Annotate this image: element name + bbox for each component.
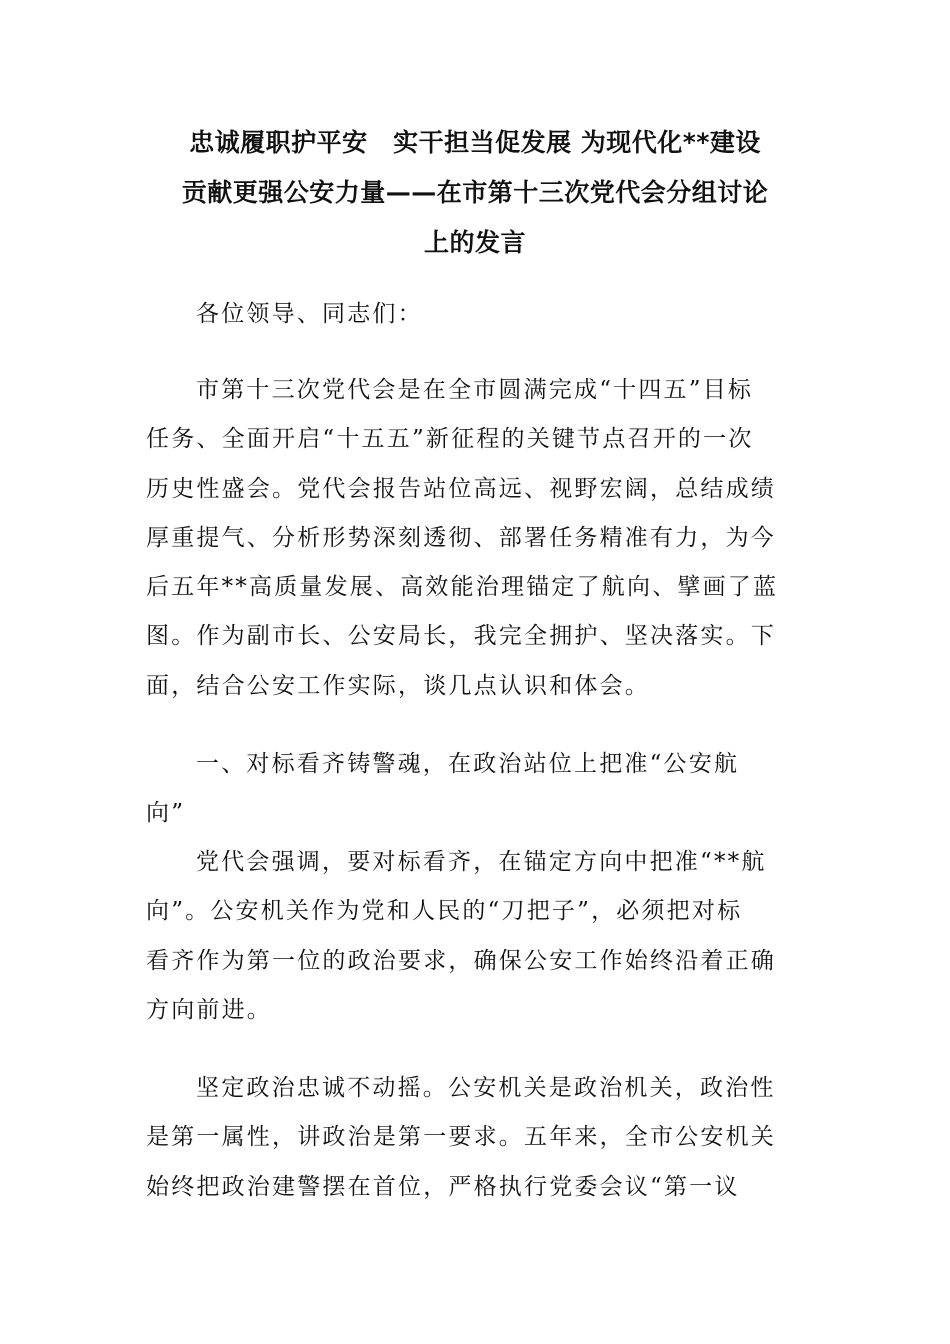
text-line: 始终把政治建警摆在首位，严格执行党委会议“第一议 [146,1173,740,1200]
salutation [146,290,796,339]
text-line: 是第一属性，讲政治是第一要求。五年来，全市公安机关 [146,1124,776,1151]
text-line: 各位领导、同志们： [196,301,423,327]
text-line: 一、对标看齐铸警魂，在政治站位上把准“公安航 [196,751,740,777]
document-title [140,118,810,268]
section-heading-1 [146,740,796,839]
text-line: 向” [146,800,186,827]
paragraph-section-1 [146,838,796,1035]
text-line: 后五年**高质量发展、高效能治理锚定了航向、擘画了蓝 [146,574,779,601]
text-line: 图。作为副市长、公安局长，我完全拥护、坚决落实。下 [146,623,776,650]
paragraph-political-loyalty [146,1064,796,1212]
text-line: 任务、全面开启“十五五”新征程的关键节点召开的一次 [146,426,754,453]
text-line: 历史性盛会。党代会报告站位高远、视野宏阔，总结成绩 [146,475,776,502]
title-line: 忠诚履职护平安 实干担当促发展 为现代化**建设 [189,128,761,157]
title-line: 贡献更强公安力量——在市第十三次党代会分组讨论 [181,178,769,207]
text-line: 市第十三次党代会是在全市圆满完成“十四五”目标 [196,377,754,403]
text-line: 坚定政治忠诚不动摇。公安机关是政治机关，政治性 [196,1075,776,1101]
text-line: 面，结合公安工作实际，谈几点认识和体会。 [146,672,650,699]
text-line: 方向前进。 [146,996,272,1023]
paragraph-intro [146,366,796,711]
title-line: 上的发言 [423,228,526,257]
text-line: 厚重提气、分析形势深刻透彻、部署任务精准有力，为今 [146,524,776,551]
text-line: 向”。公安机关作为党和人民的“刀把子”，必须把对标 [146,898,743,925]
text-line: 党代会强调，要对标看齐，在锚定方向中把准“**航 [196,849,767,875]
text-line: 看齐作为第一位的政治要求，确保公安工作始终沿着正确 [146,947,776,974]
